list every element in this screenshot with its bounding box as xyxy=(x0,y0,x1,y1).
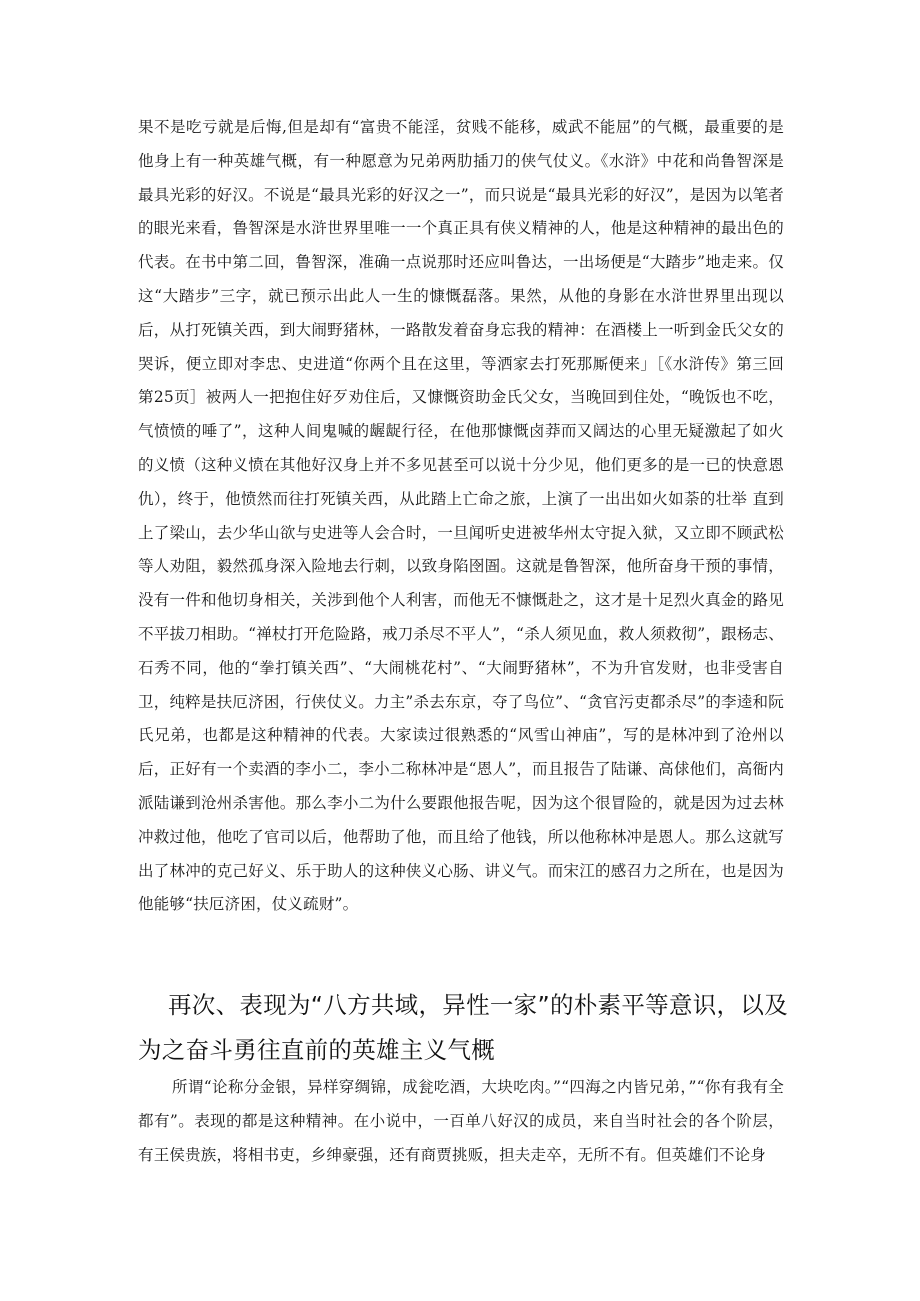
body-paragraph-2: 所谓“论称分金银，异样穿绸锦，成瓮吃酒，大块吃肉。”“四海之内皆兄弟，”“你有我有全都有”。表现的都是这种精神。在小说中，一百单八好汉的成员，来自当时社会的各个阶层，有王侯贵族，将相书吏，乡绅豪强，还有商贾挑贩，担夫走卒，无所不有。但英雄们不论身 xyxy=(138,1078,784,1164)
body-paragraph-1: 果不是吃亏就是后悔,但是却有“富贵不能淫，贫贱不能移，威武不能屈”的气概，最重要的是他身上有一种英雄气概，有一种愿意为兄弟两肋插刀的侠气仗义。《水浒》中花和尚鲁智深是最具光彩的好汉。不说是“最具光彩的好汉之一”，而只说是“最具光彩的好汉”，是因为以笔者的眼光来看，鲁智深是水浒世界里唯一一个真正具有侠义精神的人，他是这种精神的最出色的代表。在书中第二回，鲁智深，准确一点说那时还应叫鲁达，一出场便是“大踏步”地走来。仅这“大踏步”三字，就已预示出此人一生的慷慨磊落。果然，从他的身影在水浒世界里出现以后，从打死镇关西，到大闹野猪林，一路散发着奋身忘我的精神：在酒楼上一听到金氏父女的哭诉，便立即对李忠、史进道“你两个且在这里，等洒家去打死那厮便来」［《水浒传》第三回第25页］被两人一把抱住好歹劝住后，又慷慨资助金氏父女，当晚回到住处，“晚饭也不吃，气愤愤的唾了”，这种人间鬼喊的龌龊行径，在他那慷慨卤莽而又阔达的心里无疑激起了如火的义愤（这种义愤在其他好汉身上并不多见甚至可以说十分少见，他们更多的是一已的快意恩仇），终于，他愤然而往打死镇关西，从此踏上亡命之旅，上演了一出出如火如荼的壮举 直到上了梁山，去少华山欲与史进等人会合时，一旦闻听史进被华州太守捉入狱，又立即不顾武松等人劝阻，毅然孤身深入险地去行刺，以致身陷囹圄。这就是鲁智深，他所奋身干预的事情，没有一件和他切身相关，关涉到他个人利害，而他无不慷慨赴之，这才是十足烈火真金的路见不平拔刀相助。“禅杖打开危险路，戒刀杀尽不平人”，“杀人须见血，救人须救彻”，跟杨志、石秀不同，他的“拳打镇关西”、“大闹桃花村”、“大闹野猪林”，不为升官发财，也非受害自卫，纯粹是扶厄济困，行侠仗义。力主”杀去东京，夺了鸟位”、“贪官污吏都杀尽”的李逵和阮氏兄弟，也都是这种精神的代表。大家读过很熟悉的“风雪山神庙”，写的是林冲到了沧州以后，正好有一个卖酒的李小二，李小二称林冲是“恩人”，而且报告了陆谦、高俅他们，高衙内派陆谦到沧州杀害他。那么李小二为什么要跟他报告呢，因为这个很冒险的，就是因为过去林冲救过他，他吃了官司以后，他帮助了他，而且给了他钱，所以他称林冲是恩人。那么这就写出了林冲的克己好义、乐于助人的这种侠义心肠、讲义气。而宋江的感召力之所在，也是因为他能够“扶厄济困，仗义疏财”。 xyxy=(138,118,784,914)
section-heading: 再次、表现为“八方共域，异性一家”的朴素平等意识，以及为之奋斗勇往直前的英雄主义气概 xyxy=(138,991,788,1064)
